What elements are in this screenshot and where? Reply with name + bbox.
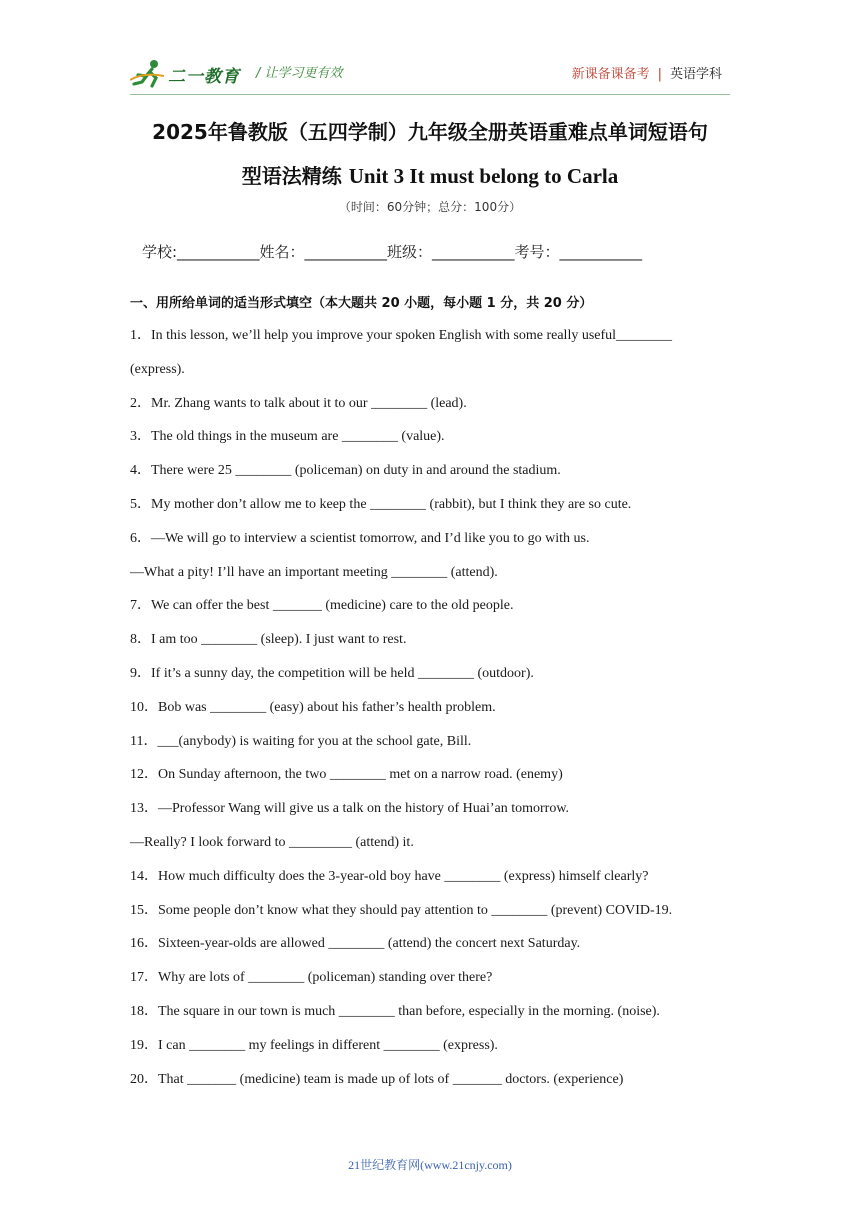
question-line: 12．On Sunday afternoon, the two ________ met on a narrow road. (enemy) xyxy=(130,767,563,782)
header-separator: | xyxy=(657,67,662,82)
question-line: 1．In this lesson, we’ll help you improve your spoken English with some really useful________ xyxy=(130,328,673,343)
question-line: 16．Sixteen-year-olds are allowed ________ (attend) the concert next Saturday. xyxy=(130,936,581,951)
student-info-line: 学校:___________姓名：___________班级：___________考号：___________ xyxy=(142,243,643,261)
question-line: 6．—We will go to interview a scientist tomorrow, and I’d like you to go with us. xyxy=(130,531,590,546)
question-line: 4．There were 25 ________ (policeman) on duty in and around the stadium. xyxy=(130,463,561,478)
question-line: 20．That _______ (medicine) team is made up of lots of _______ doctors. (experience) xyxy=(130,1072,624,1087)
header-divider xyxy=(130,94,730,95)
question-line: —Really? I look forward to _________ (attend) it. xyxy=(130,835,414,850)
title-line2-cn: 型语法精练 xyxy=(241,164,349,188)
question-line: 2．Mr. Zhang wants to talk about it to our ________ (lead). xyxy=(130,396,467,411)
question-line: 19．I can ________ my feelings in different ________ (express). xyxy=(130,1038,498,1053)
header-tag-left: 新课备课备考 xyxy=(571,67,650,82)
title-line2-en: Unit 3 It must belong to Carla xyxy=(348,164,619,188)
question-line: 14．How much difficulty does the 3-year-old boy have ________ (express) himself clearly? xyxy=(130,869,649,884)
section-title: 一、用所给单词的适当形式填空（本大题共 20 小题，每小题 1 分，共 20 分） xyxy=(130,296,593,311)
runner-logo-icon xyxy=(130,58,170,88)
question-line: 11．___(anybody) is waiting for you at the school gate, Bill. xyxy=(130,734,472,749)
question-line: 3．The old things in the museum are ________ (value). xyxy=(130,429,445,444)
question-line: 15．Some people don’t know what they should pay attention to ________ (prevent) COVID-19. xyxy=(130,903,673,918)
question-line: 13．—Professor Wang will give us a talk on the history of Huai’an tomorrow. xyxy=(130,801,570,816)
header-right xyxy=(572,63,722,82)
logo-text: 二一教育 xyxy=(168,67,240,87)
question-line: 8．I am too ________ (sleep). I just want to rest. xyxy=(130,632,407,647)
question-line: 10．Bob was ________ (easy) about his father’s health problem. xyxy=(130,700,496,715)
page-title-line1: 2025年鲁教版（五四学制）九年级全册英语重难点单词短语句 xyxy=(152,120,708,144)
question-line: 7．We can offer the best _______ (medicine) care to the old people. xyxy=(130,598,514,613)
question-line: 18．The square in our town is much ________ than before, especially in the morning. (noise). xyxy=(130,1004,660,1019)
question-line: —What a pity! I’ll have an important meeting ________ (attend). xyxy=(130,565,498,580)
question-line: 9．If it’s a sunny day, the competition will be held ________ (outdoor). xyxy=(130,666,534,681)
page-footer: 21世纪教育网(www.21cnjy.com) xyxy=(348,1158,512,1172)
logo xyxy=(130,58,242,88)
page-subtitle: （时间：60分钟；总分：100分） xyxy=(338,200,522,214)
header-tag-right: 英语学科 xyxy=(669,67,722,82)
question-line: (express). xyxy=(130,362,185,377)
page-header xyxy=(130,58,730,92)
question-line: 5．My mother don’t allow me to keep the ________ (rabbit), but I think they are so cute. xyxy=(130,497,632,512)
slogan: / 让学习更有效 xyxy=(256,66,343,81)
question-line: 17．Why are lots of ________ (policeman) standing over there? xyxy=(130,970,493,985)
page-title-line2 xyxy=(110,160,750,189)
